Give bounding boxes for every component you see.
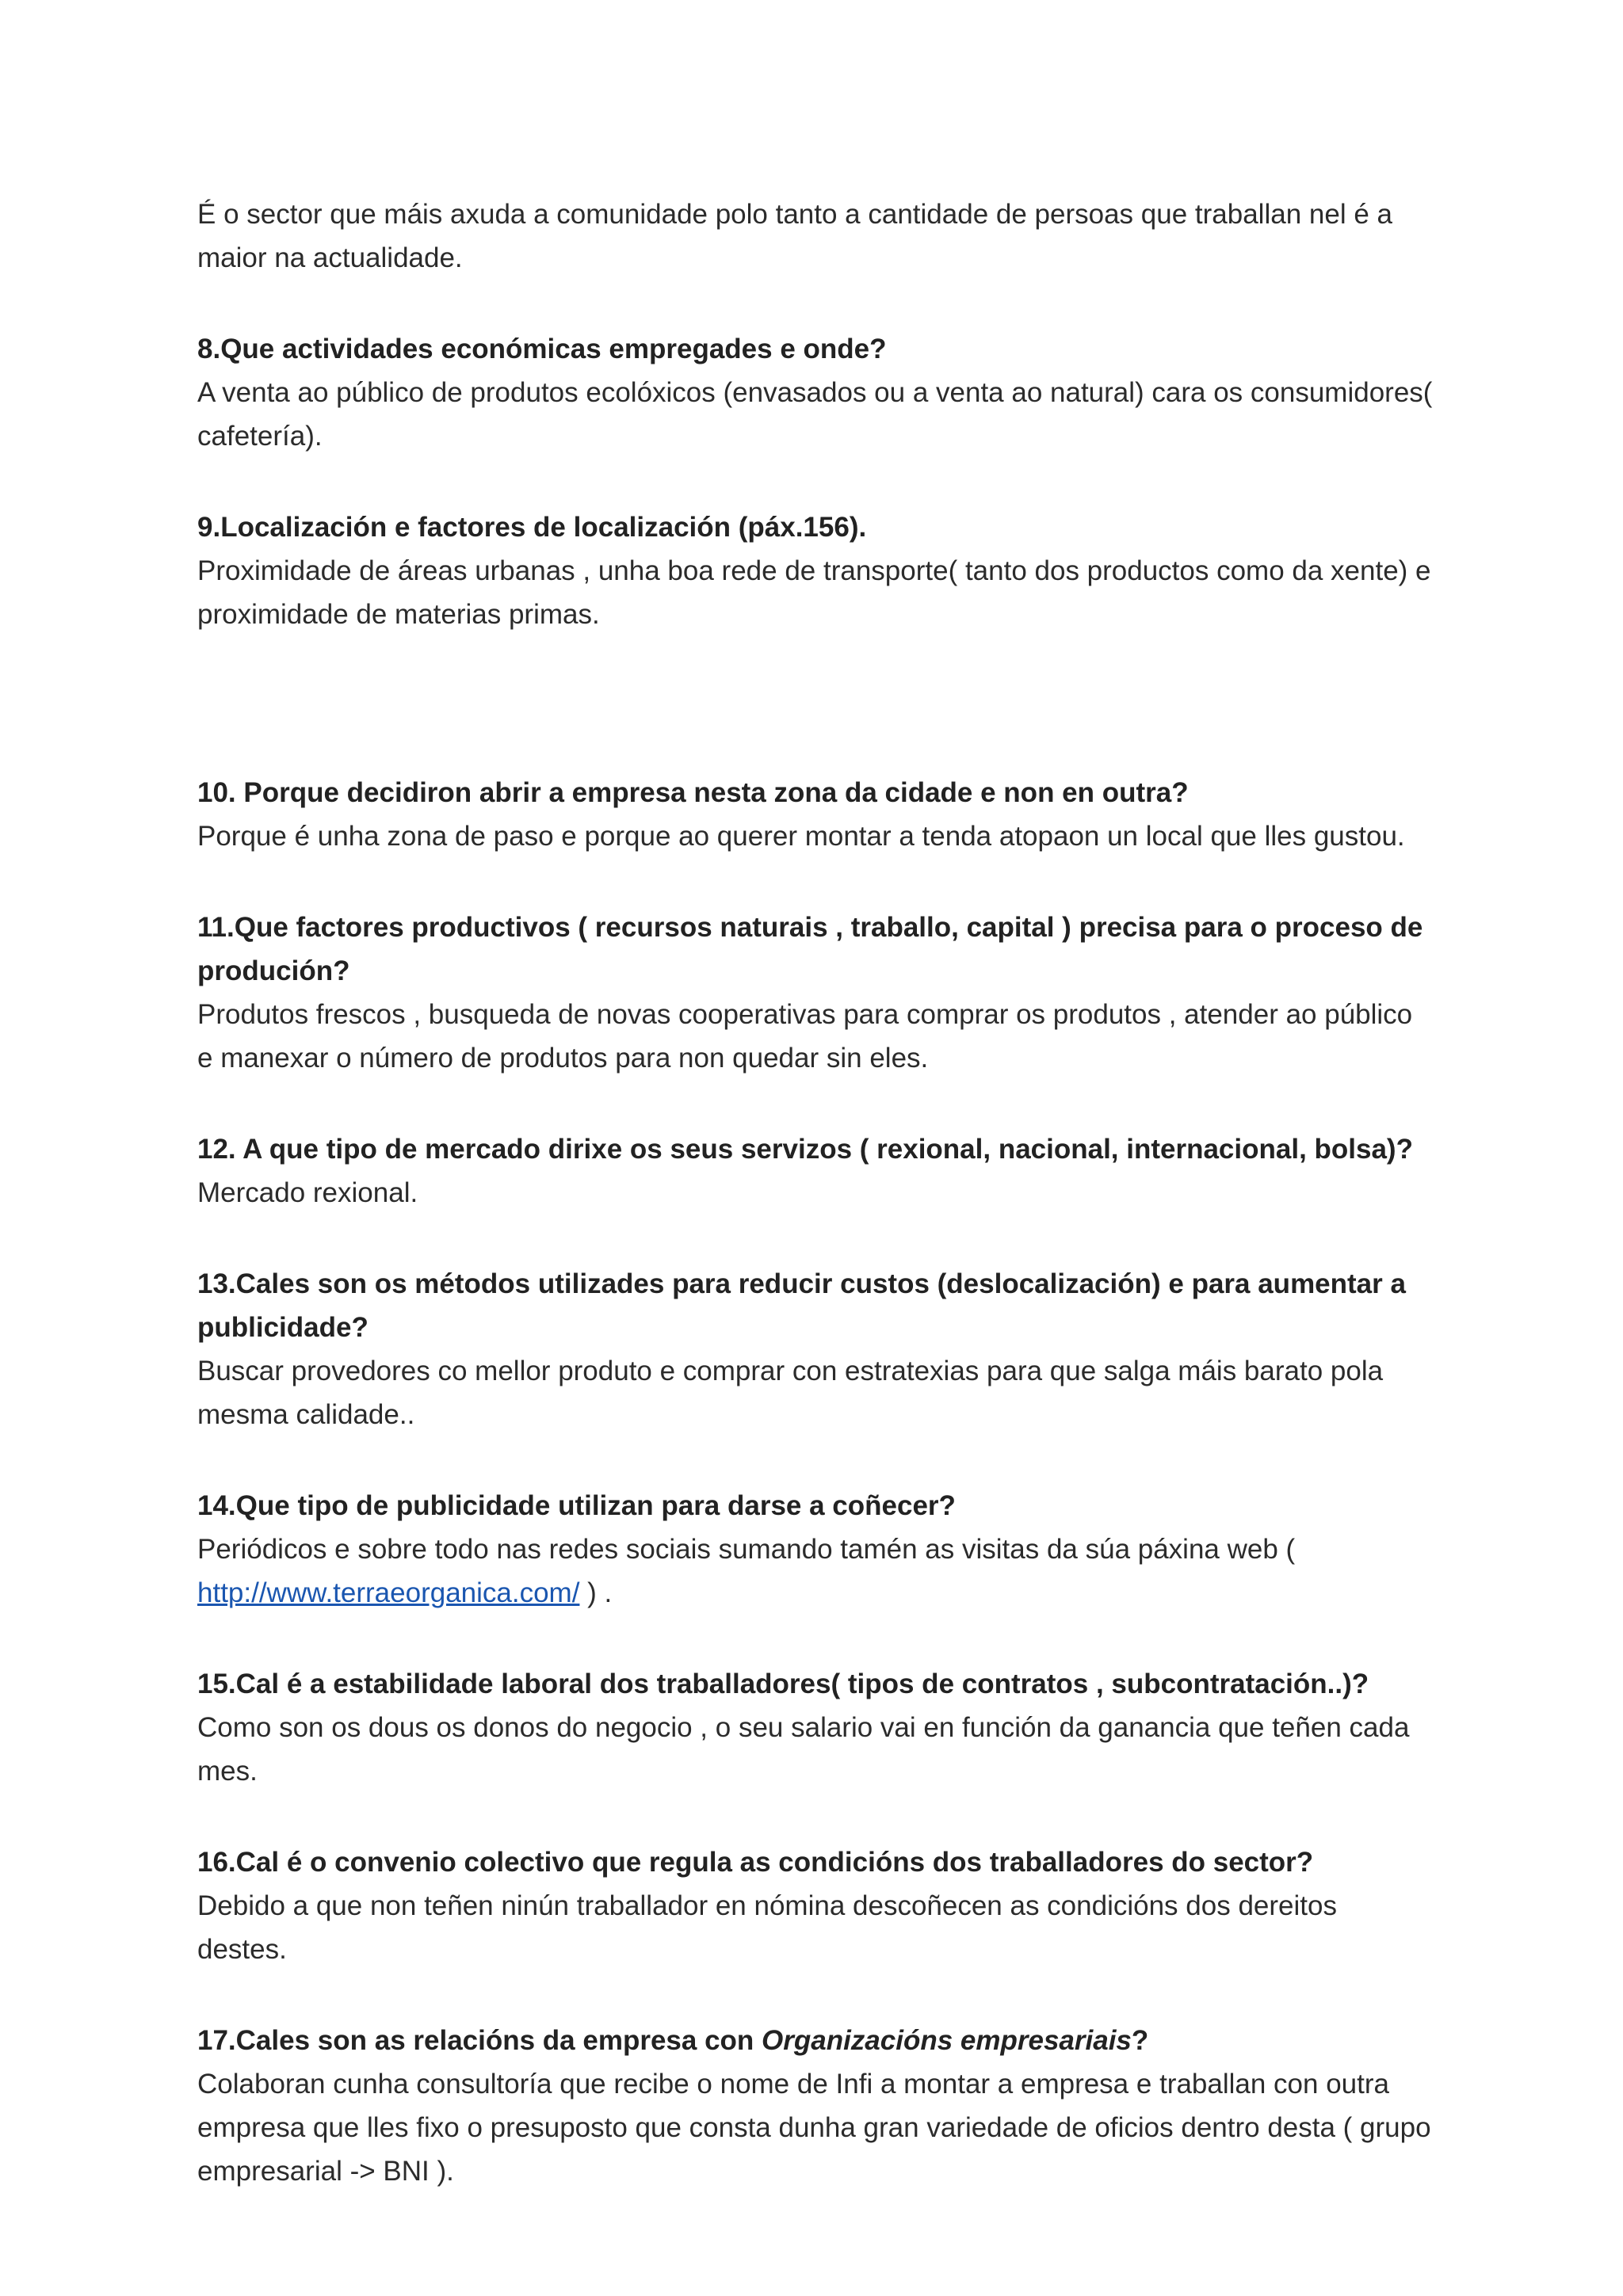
answer-10: Porque é unha zona de paso e porque ao querer montar a tenda atopaon un local que lles gustou. [197,821,1405,852]
question-12: 12. A que tipo de mercado dirixe os seus servizos ( rexional, nacional, internacional, bolsa)? [197,1134,1413,1165]
question-block-17 [197,2019,1434,2193]
question-14: 14.Que tipo de publicidade utilizan para darse a coñecer? [197,1490,956,1521]
answer-12: Mercado rexional. [197,1177,418,1208]
answer-11: Produtos frescos , busqueda de novas cooperativas para comprar os produtos , atender ao público e manexar o número de produtos para non quedar sin eles. [197,999,1413,1074]
question-block-14 [197,1484,1434,1615]
answer-8: A venta ao público de produtos ecolóxicos (envasados ou a venta ao natural) cara os consumidores( cafetería). [197,377,1433,452]
answer-17: Colaboran cunha consultoría que recibe o nome de Infi a montar a empresa e traballan con outra empresa que lles fixo o presuposto que consta dunha gran variedade de oficios dentro desta ( grupo empresarial -> BNI ). [197,2069,1431,2187]
question-17-italic: Organizacións empresariais [762,2025,1132,2056]
question-11: 11.Que factores productivos ( recursos naturais , traballo, capital ) precisa para o proceso de produción? [197,912,1423,986]
answer-16: Debido a que non teñen ninún traballador en nómina descoñecen as condicións dos dereitos destes. [197,1890,1337,1965]
question-15: 15.Cal é a estabilidade laboral dos traballadores( tipos de contratos , subcontratación..)? [197,1669,1369,1699]
answer-14 [197,1527,1434,1615]
question-13: 13.Cales son os métodos utilizades para reducir custos (deslocalización) e para aumentar a publicidade? [197,1268,1406,1343]
question-block-8 [197,327,1434,458]
question-17-suffix: ? [1131,2025,1149,2056]
answer-9: Proximidade de áreas urbanas , unha boa rede de transporte( tanto dos productos como da xente) e proximidade de materias primas. [197,555,1431,630]
answer-13: Buscar provedores co mellor produto e comprar con estratexias para que salga máis barato pola mesma calidade.. [197,1356,1384,1430]
question-block-9 [197,505,1434,636]
question-block-15 [197,1662,1434,1793]
question-16: 16.Cal é o convenio colectivo que regula as condicións dos traballadores do sector? [197,1847,1314,1878]
question-block-10 [197,771,1434,858]
question-block-16 [197,1840,1434,1971]
question-8: 8.Que actividades económicas empregades e onde? [197,334,887,364]
question-17-prefix: 17.Cales son as relacións da empresa con [197,2025,762,2056]
question-block-13 [197,1262,1434,1436]
question-9: 9.Localización e factores de localización (páx.156). [197,512,867,543]
website-link[interactable]: http://www.terraeorganica.com/ [197,1577,580,1608]
document-body [197,193,1434,2193]
question-17 [197,2019,1434,2062]
question-10: 10. Porque decidiron abrir a empresa nesta zona da cidade e non en outra? [197,777,1189,808]
answer-14-tail: ) . [579,1577,613,1608]
intro-answer: É o sector que máis axuda a comunidade polo tanto a cantidade de persoas que traballan nel é a maior na actualidade. [197,199,1392,273]
question-block-12 [197,1127,1434,1215]
question-block-11 [197,906,1434,1080]
answer-15: Como son os dous os donos do negocio , o seu salario vai en función da ganancia que teñen cada mes. [197,1712,1410,1787]
answer-14-text: Periódicos e sobre todo nas redes sociais sumando tamén as visitas da súa páxina web ( [197,1534,1296,1565]
